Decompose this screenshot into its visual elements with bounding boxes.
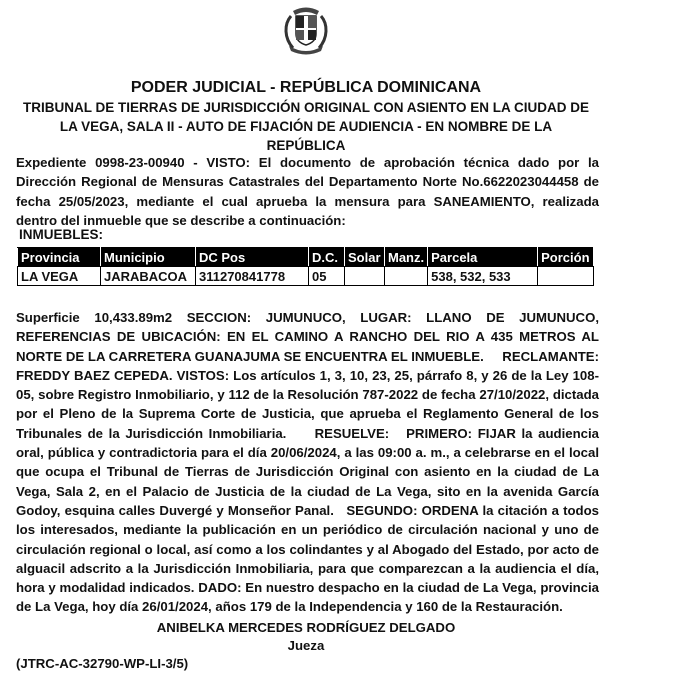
cell-municipio: JARABACOA bbox=[101, 267, 196, 286]
col-municipio: Municipio bbox=[101, 248, 196, 267]
col-manz: Manz. bbox=[385, 248, 428, 267]
col-parcela: Parcela bbox=[428, 248, 538, 267]
cell-porcion bbox=[538, 267, 593, 286]
cell-dc-pos: 311270841778 bbox=[196, 267, 309, 286]
cell-manz bbox=[385, 267, 428, 286]
reference-code: (JTRC-AC-32790-WP-LI-3/5) bbox=[16, 656, 189, 671]
cell-provincia: LA VEGA bbox=[18, 267, 101, 286]
col-dc-pos: DC Pos bbox=[196, 248, 309, 267]
col-solar: Solar bbox=[345, 248, 385, 267]
cell-solar bbox=[345, 267, 385, 286]
signatory-role: Jueza bbox=[287, 638, 325, 653]
col-porcion: Porción bbox=[538, 248, 593, 267]
body-paragraph: Superficie 10,433.89m2 SECCION: JUMUNUCO, LUGAR: LLANO DE JUMUNUCO, REFERENCIAS DE UBICACIÓN: EN EL CAMINO A RANCHO DEL RIO A 435 METROS AL NORTE DE LA CARRETERA GUANAJUMA SE ENCUENTRA EL INMUEBLE. RECLAMANTE: FREDDY BAEZ CEPEDA. VISTOS: Los artículos 1, 3, 10, 23, 25, párrafo 8, y 26 de la Ley 108-05, sobre Registro Inmobiliario, y 112 de la Resolución 787-2022 de fecha 27/10/2022, dictada por el Pleno de la Suprema Corte de Justicia, que aprueba el Reglamento General de los Tribunales de la Jurisdicción Inmobiliaria. RESUELVE: PRIMERO: FIJAR la audiencia oral, pública y contradictoria para el día 20/06/2024, a las 09:00 a. m., a celebrarse en el local que ocupa el Tribunal de Tierras de Jurisdicción Original con asiento en la ciudad de La Vega, Sala 2, en el Palacio de Justicia de la ciudad de La Vega, sito en la avenida García Godoy, esquina calles Duvergé y Monseñor Panal. SEGUNDO: ORDENA la citación a todos los interesados, mediante la publicación en un periódico de circulación nacional y uno de circulación regional o local, así como a los colindantes y al Abogado del Estado, por acto de alguacil adscrito a la Jurisdicción Inmobiliaria, para que comparezcan a la audiencia el día, hora y modalidad indicados. DADO: En nuestro despacho en la ciudad de La Vega, provincia de La Vega, hoy día 26/01/2024, años 179 de la Independencia y 160 de la Restauración. bbox=[16, 310, 603, 615]
inmuebles-table bbox=[17, 247, 594, 286]
document-title: PODER JUDICIAL - REPÚBLICA DOMINICANA bbox=[130, 79, 482, 96]
inmuebles-label: INMUEBLES: bbox=[19, 227, 103, 242]
document-subtitle: TRIBUNAL DE TIERRAS DE JURISDICCIÓN ORIGINAL CON ASIENTO EN LA CIUDAD DE LA VEGA, SALA II - AUTO DE FIJACIÓN DE AUDIENCIA - EN NOMBRE DE LA REPÚBLICA bbox=[22, 100, 590, 153]
cell-parcela: 538, 532, 533 bbox=[428, 267, 538, 286]
col-dc: D.C. bbox=[309, 248, 345, 267]
col-provincia: Provincia bbox=[18, 248, 101, 267]
signatory-name: ANIBELKA MERCEDES RODRÍGUEZ DELGADO bbox=[156, 620, 456, 635]
coat-of-arms-seal bbox=[281, 2, 331, 56]
table-header-row bbox=[18, 248, 594, 267]
table-row bbox=[18, 267, 594, 286]
intro-paragraph: Expediente 0998-23-00940 - VISTO: El documento de aprobación técnica dado por la Dirección Regional de Mensuras Catastrales del Departamento Norte No.6622023044458 de fecha 25/05/2023, mediante el cual aprueba la mensura para SANEAMIENTO, realizada dentro del inmueble que se describe a continuación: bbox=[16, 155, 599, 228]
cell-dc: 05 bbox=[309, 267, 345, 286]
